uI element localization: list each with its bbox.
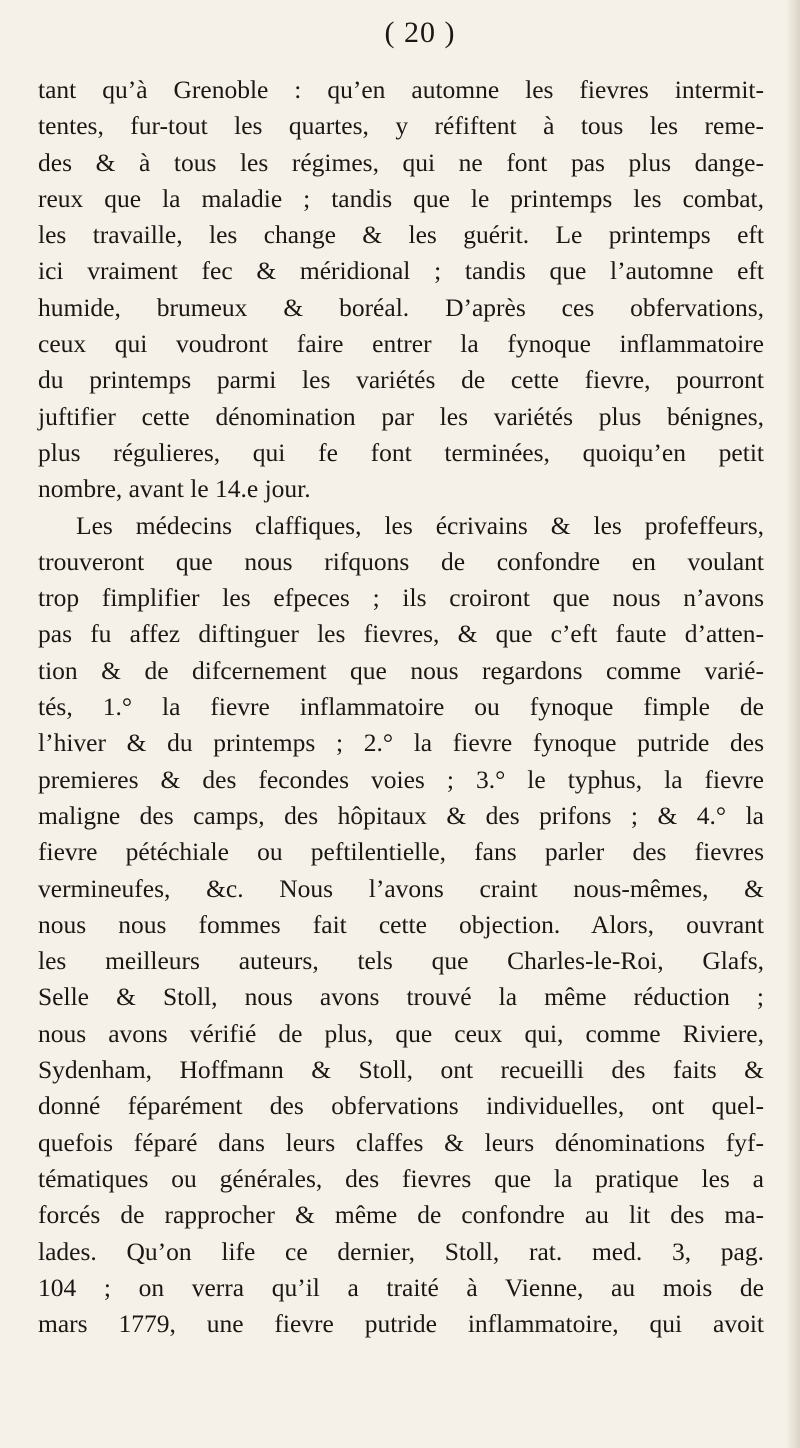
- text-line: tion & de difcernement que nous regardons comme varié-: [38, 655, 764, 685]
- text-line: tématiques ou générales, des fievres que la pratique les a: [38, 1163, 764, 1193]
- text-line: juftifier cette dénomination par les variétés plus bénignes,: [38, 401, 764, 431]
- text-line: humide, brumeux & boréal. D’après ces obfervations,: [38, 292, 764, 322]
- text-line: pas fu affez diftinguer les fievres, & que c’eft faute d’atten-: [38, 619, 764, 649]
- text-line: Selle & Stoll, nous avons trouvé la même réduction ;: [38, 982, 764, 1012]
- text-line: premieres & des fecondes voies ; 3.° le typhus, la fievre: [38, 764, 764, 794]
- text-line: ceux qui voudront faire entrer la fynoque inflammatoire: [38, 329, 764, 359]
- text-line: trouveront que nous rifquons de confondre en voulant: [38, 546, 764, 576]
- text-line: forcés de rapprocher & même de confondre au lit des ma-: [38, 1200, 764, 1230]
- text-line: Les médecins claffiques, les écrivains & les profeffeurs,: [76, 510, 764, 540]
- text-line: trop fimplifier les efpeces ; ils croiront que nous n’avons: [38, 583, 764, 613]
- text-line: fievre pétéchiale ou peftilentielle, fans parler des fievres: [38, 837, 764, 867]
- text-line: du printemps parmi les variétés de cette fievre, pourront: [38, 365, 764, 395]
- text-line: nous nous fommes fait cette objection. Alors, ouvrant: [38, 909, 764, 939]
- text-line: lades. Qu’on life ce dernier, Stoll, rat. med. 3, pag.: [38, 1236, 764, 1266]
- text-line: quefois féparé dans leurs claffes & leurs dénominations fyf-: [38, 1127, 764, 1157]
- text-line: des & à tous les régimes, qui ne font pas plus dange-: [38, 147, 764, 177]
- page-number: ( 20 ): [384, 16, 456, 49]
- text-line: reux que la maladie ; tandis que le printemps les combat,: [38, 183, 764, 213]
- text-line: tentes, fur-tout les quartes, y réfiftent à tous les reme-: [38, 111, 764, 141]
- body-text: [38, 72, 764, 1342]
- text-line: nombre, avant le 14.e jour.: [38, 474, 311, 504]
- text-line: les meilleurs auteurs, tels que Charles-le-Roi, Glafs,: [38, 946, 764, 976]
- text-line: les travaille, les change & les guérit. Le printemps eft: [38, 220, 764, 250]
- text-line: l’hiver & du printemps ; 2.° la fievre fynoque putride des: [38, 728, 764, 758]
- text-line: vermineufes, &c. Nous l’avons craint nous-mêmes, &: [38, 873, 764, 903]
- text-line: Sydenham, Hoffmann & Stoll, ont recueilli des faits &: [38, 1055, 764, 1085]
- text-line: plus régulieres, qui fe font terminées, quoiqu’en petit: [38, 437, 764, 467]
- page-edge-shadow: [786, 0, 800, 1448]
- text-line: mars 1779, une fievre putride inflammatoire, qui avoit: [38, 1309, 764, 1339]
- text-line: 104 ; on verra qu’il a traité à Vienne, au mois de: [38, 1272, 764, 1302]
- text-line: donné féparément des obfervations individuelles, ont quel-: [38, 1091, 764, 1121]
- text-line: ici vraiment fec & méridional ; tandis que l’automne eft: [38, 256, 764, 286]
- text-line: maligne des camps, des hôpitaux & des prifons ; & 4.° la: [38, 800, 764, 830]
- text-line: tant qu’à Grenoble : qu’en automne les fievres intermit-: [38, 75, 764, 104]
- text-line: nous avons vérifié de plus, que ceux qui, comme Riviere,: [38, 1018, 764, 1048]
- text-line: tés, 1.° la fievre inflammatoire ou fynoque fimple de: [38, 692, 764, 722]
